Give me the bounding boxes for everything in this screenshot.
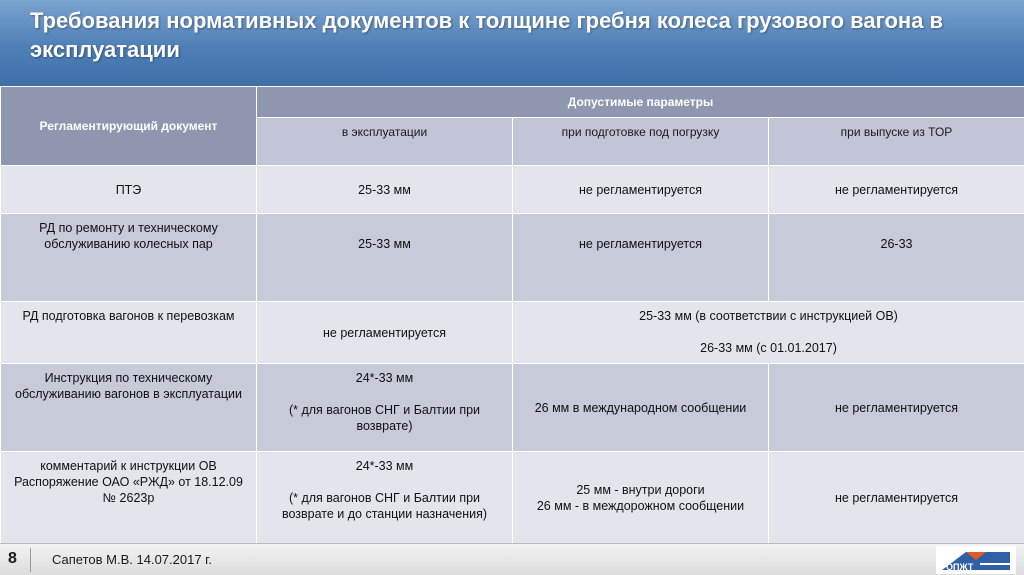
operation-line-2: (* для вагонов СНГ и Балтии при возврате и до станции назначения) <box>282 491 487 521</box>
operation-cell <box>257 364 513 452</box>
loading-line-1: 25 мм - внутри дороги <box>576 483 704 497</box>
release-cell: не регламентируется <box>769 364 1024 452</box>
release-cell: не регламентируется <box>769 166 1024 214</box>
operation-line-1: 24*-33 мм <box>356 371 414 385</box>
operation-line-2: (* для вагонов СНГ и Балтии при возврате) <box>289 403 480 433</box>
logo-text: ОПЖТ <box>946 562 974 572</box>
header-loading: при подготовке под погрузку <box>513 118 769 166</box>
operation-cell: 25-33 мм <box>257 166 513 214</box>
doc-cell: комментарий к инструкции ОВ Распоряжение ОАО «РЖД» от 18.12.09 № 2623р <box>1 452 257 545</box>
doc-cell: РД подготовка вагонов к перевозкам <box>1 302 257 364</box>
footer <box>0 543 1024 575</box>
page-number: 8 <box>8 550 17 568</box>
slide-title: Требования нормативных документов к толщине гребня колеса грузового вагона в эксплуатации <box>30 6 990 64</box>
table-row <box>1 302 1024 364</box>
author-date: Сапетов М.В. 14.07.2017 г. <box>52 552 212 567</box>
footer-divider <box>30 548 31 572</box>
merged-line-1: 25-33 мм (в соответствии с инструкцией ОВ) <box>639 309 898 323</box>
loading-cell: не регламентируется <box>513 166 769 214</box>
table-row <box>1 166 1024 214</box>
requirements-table <box>0 86 1024 545</box>
release-cell: 26-33 <box>769 214 1024 302</box>
table-row <box>1 452 1024 545</box>
opzht-logo <box>936 546 1016 574</box>
release-cell: не регламентируется <box>769 452 1024 545</box>
header-group-parameters: Допустимые параметры <box>257 87 1024 118</box>
title-band <box>0 0 1024 86</box>
loading-line-2: 26 мм - в междорожном сообщении <box>537 499 744 513</box>
loading-cell: 26 мм в международном сообщении <box>513 364 769 452</box>
loading-cell: не регламентируется <box>513 214 769 302</box>
operation-line-1: 24*-33 мм <box>356 459 414 473</box>
operation-cell <box>257 452 513 545</box>
doc-cell: РД по ремонту и техническому обслуживанию колесных пар <box>1 214 257 302</box>
table-row <box>1 364 1024 452</box>
loading-cell <box>513 452 769 545</box>
header-release: при выпуске из ТОР <box>769 118 1024 166</box>
operation-cell: не регламентируется <box>257 302 513 364</box>
header-doc-column: Регламентирующий документ <box>1 87 257 166</box>
doc-cell: ПТЭ <box>1 166 257 214</box>
header-operation: в эксплуатации <box>257 118 513 166</box>
merged-loading-release-cell <box>513 302 1024 364</box>
operation-cell: 25-33 мм <box>257 214 513 302</box>
table-row <box>1 214 1024 302</box>
doc-cell: Инструкция по техническому обслуживанию вагонов в эксплуатации <box>1 364 257 452</box>
merged-line-2: 26-33 мм (с 01.01.2017) <box>700 341 837 355</box>
